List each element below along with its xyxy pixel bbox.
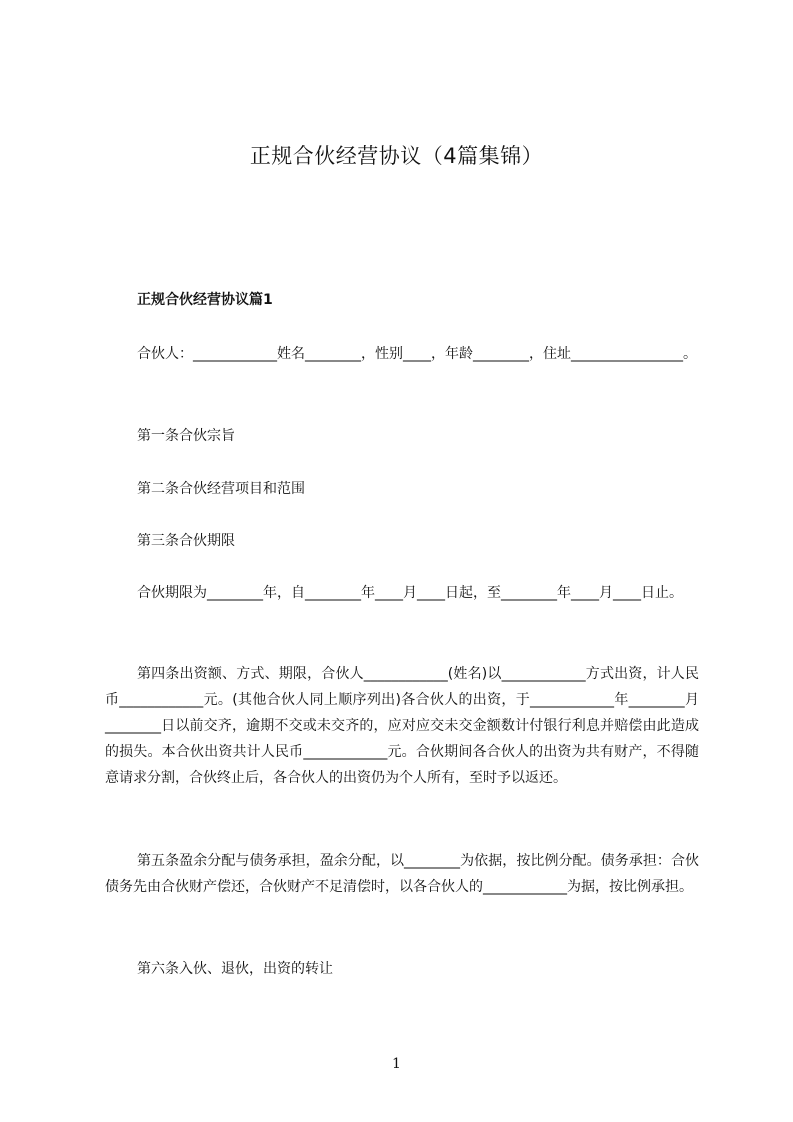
- page-number: 1: [392, 1056, 401, 1072]
- partner-info-paragraph: 合伙人：____________姓名________，性别____，年龄________，住址________________。: [137, 346, 697, 362]
- article-3-heading: 第三条合伙期限: [137, 533, 235, 549]
- document-title: 正规合伙经营协议（4篇集锦）: [249, 144, 544, 168]
- article-6-heading: 第六条入伙、退伙，出资的转让: [137, 961, 333, 977]
- article-4-paragraph: 第四条出资额、方式、期限，合伙人____________(姓名)以____________方式出资，计人民币____________元。(其他合伙人同上顺序列出)各合伙人的出资，于____________年________月________日以前交齐，逾期不交或未交齐的，应对应交未交金额数计付银行利息并赔偿由此造成的损失。本合伙出资共计人民币____________元。合伙期间各合伙人的出资为共有财产，不得随意请求分割，合伙终止后，各合伙人的出资仍为个人所有，至时予以返还。: [105, 666, 699, 786]
- section-heading: 正规合伙经营协议篇1: [137, 292, 273, 308]
- article-5-paragraph: 第五条盈余分配与债务承担，盈余分配，以________为依据，按比例分配。债务承担：合伙债务先由合伙财产偿还，合伙财产不足清偿时，以各合伙人的____________为据，按比例承担。: [105, 853, 699, 895]
- article-2-heading: 第二条合伙经营项目和范围: [137, 481, 305, 497]
- article-1-heading: 第一条合伙宗旨: [137, 428, 235, 444]
- partnership-term-paragraph: 合伙期限为________年，自________年____月____日起，至________年____月____日止。: [137, 585, 683, 601]
